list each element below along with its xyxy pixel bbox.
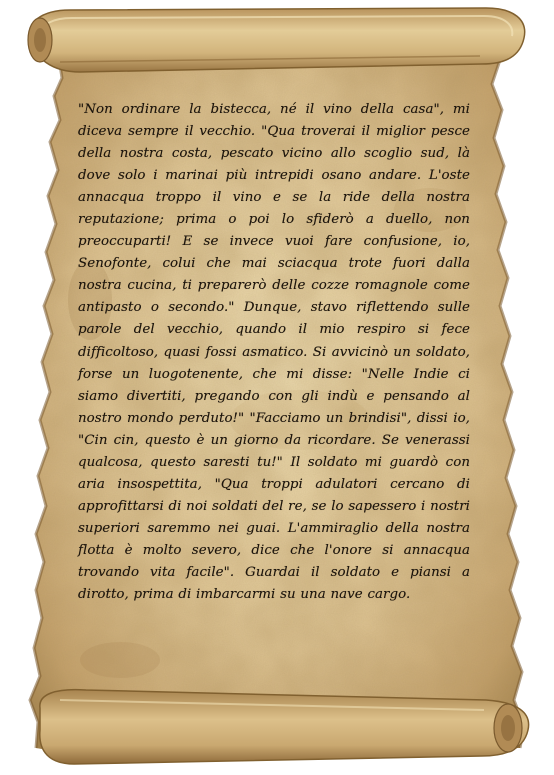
top-roll: [28, 8, 525, 72]
scroll-text: "Non ordinare la bistecca, né il vino della casa", mi diceva sempre il vecchio. "Qua troverai il miglior pesce della nostra costa, pescato vicino allo scoglio sud, là dove solo i marinai più intrepidi osano andare. L'oste annacqua troppo il vino e se la ride della nostra reputazione; prima o poi lo sfiderò a duello, non preoccuparti! E se invece vuoi fare confusione, io, Senofonte, colui che mai sciacqua trote fuori dalla nostra cucina, ti preparerò delle cozze romagnole come antipasto o secondo." Dunque, stavo riflettendo sulle parole del vecchio, quando il mio respiro si fece difficoltoso, quasi fossi asmatico. Si avvicinò un soldato, forse un luogotenente, che mi disse: "Nelle Indie ci siamo divertiti, pregando con gli indù e pensando al nostro mondo perduto!" "Facciamo un brindisi", dissi io, "Cin cin, questo è un giorno da ricordare. Se venerassi qualcosa, questo saresti tu!" Il soldato mi guardò con aria insospettita, "Qua troppi adulatori cercano di approfittarsi di noi soldati del re, se lo sapessero i nostri superiori saremmo nei guai. L'ammiraglio della nostra flotta è molto severo, dice che l'onore si annacqua trovando vita facile". Guardai il soldato e piansi a dirotto, prima di imbarcarmi su una nave cargo.: [78, 102, 470, 603]
bottom-roll: [40, 690, 529, 764]
